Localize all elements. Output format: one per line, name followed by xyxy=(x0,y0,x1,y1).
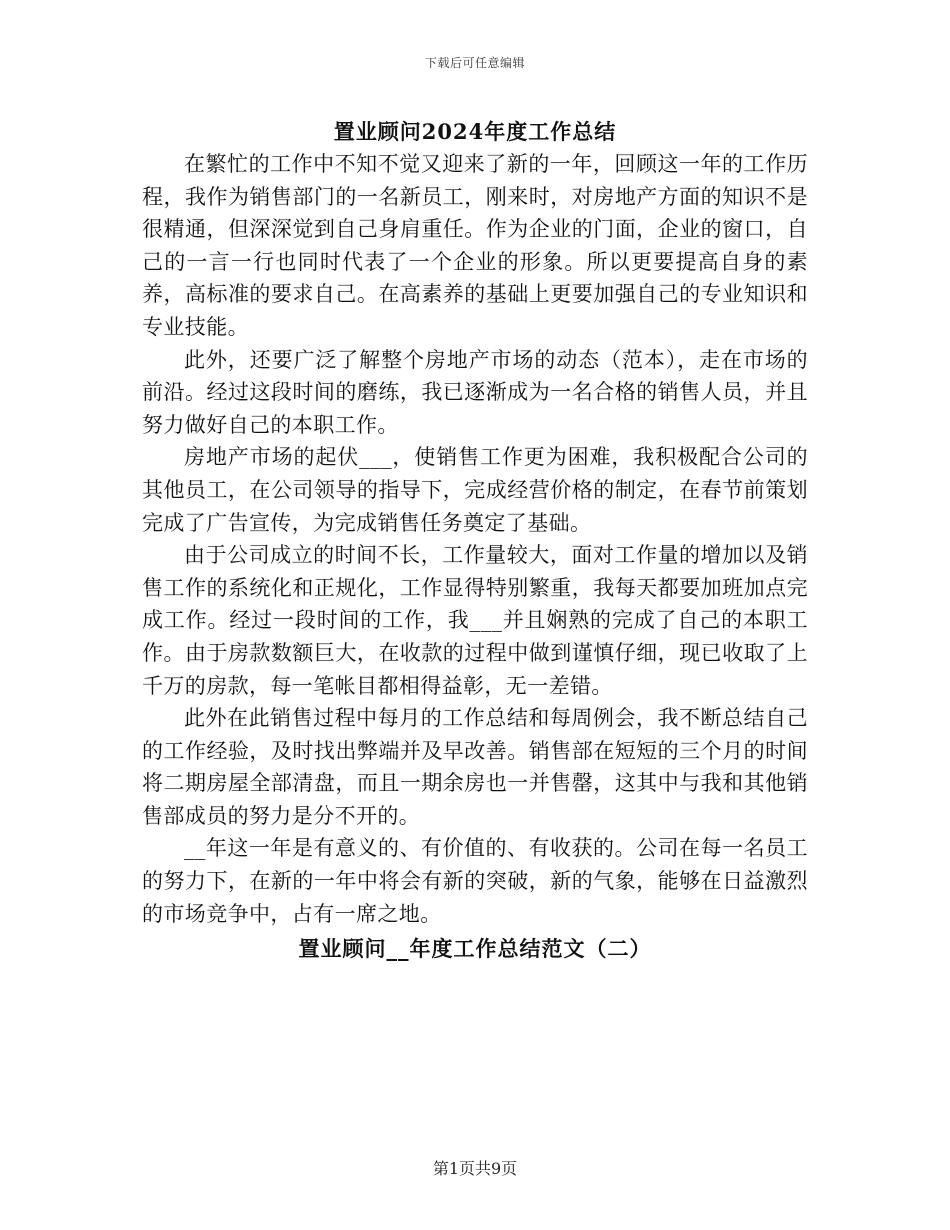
page-header-note: 下载后可任意编辑 xyxy=(424,56,525,70)
document-title: 置业顾问2024年度工作总结 xyxy=(333,119,617,144)
paragraph-3: 房地产市场的起伏___，使销售工作更为困难，我积极配合公司的其他员工，在公司领导的指导下，完成经营价格的制定，在春节前策划完成了广告宣传，为完成销售任务奠定了基础。 xyxy=(142,445,808,535)
paragraph-1: 在繁忙的工作中不知不觉又迎来了新的一年，回顾这一年的工作历程，我作为销售部门的一名新员工，刚来时，对房地产方面的知识不是很精通，但深深觉到自己身肩重任。作为企业的门面，企业的窗口，自己的一言一行也同时代表了一个企业的形象。所以更要提高自身的素养，高标准的要求自己。在高素养的基础上更要加强自己的专业知识和专业技能。 xyxy=(142,152,808,339)
paragraph-2: 此外，还要广泛了解整个房地产市场的动态（范本），走在市场的前沿。经过这段时间的磨练，我已逐渐成为一名合格的销售人员，并且努力做好自己的本职工作。 xyxy=(142,347,808,437)
paragraph-6: __年这一年是有意义的、有价值的、有收获的。公司在每一名员工的努力下，在新的一年中将会有新的突破，新的气象，能够在日益激烈的市场竞争中，占有一席之地。 xyxy=(142,836,808,926)
paragraph-5: 此外在此销售过程中每月的工作总结和每周例会，我不断总结自己的工作经验，及时找出弊端并及早改善。销售部在短短的三个月的时间将二期房屋全部清盘，而且一期余房也一并售罄，这其中与我和其他销售部成员的努力是分不开的。 xyxy=(142,706,808,828)
section-title: 置业顾问__年度工作总结范文（二） xyxy=(298,936,652,962)
document-body xyxy=(142,148,808,966)
paragraph-4: 由于公司成立的时间不长，工作量较大，面对工作量的增加以及销售工作的系统化和正规化，工作显得特别繁重，我每天都要加班加点完成工作。经过一段时间的工作，我___并且娴熟的完成了自己的本职工作。由于房款数额巨大，在收款的过程中做到谨慎仔细，现已收取了上千万的房款，每一笔帐目都相得益彰，无一差错。 xyxy=(142,543,808,698)
page-number: 第1页共9页 xyxy=(432,1159,518,1178)
